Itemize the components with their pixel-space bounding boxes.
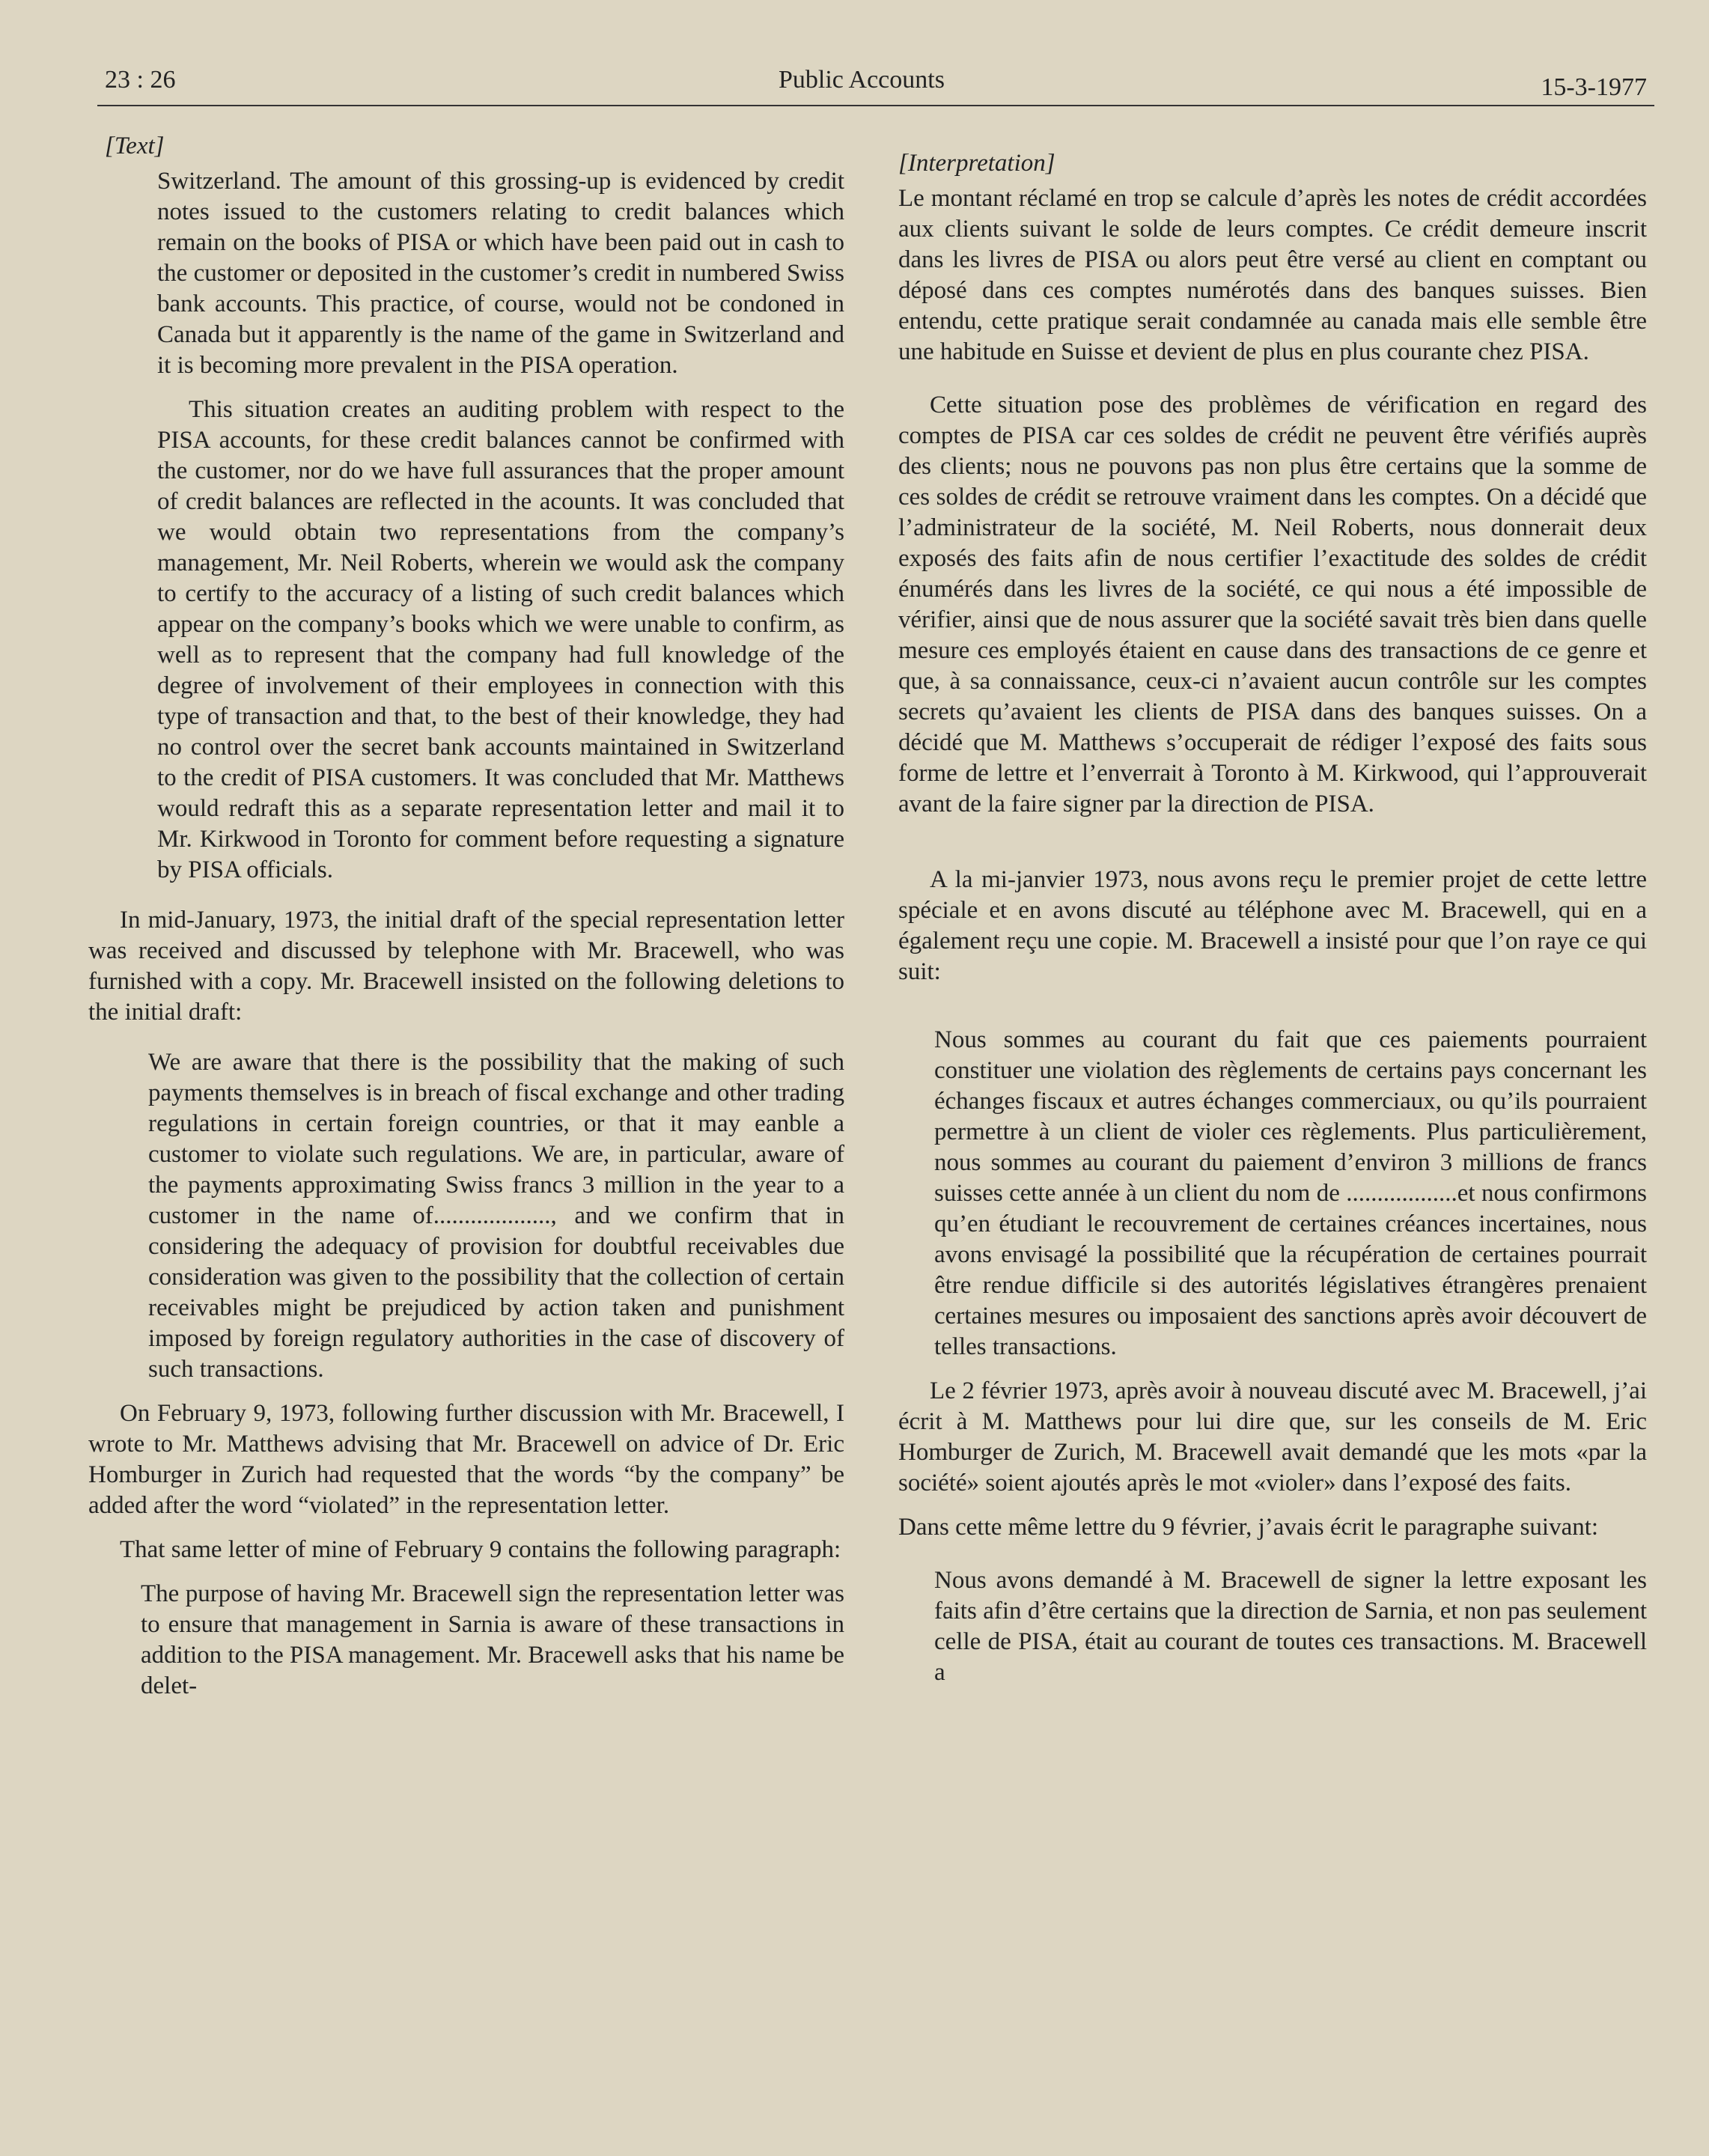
page-date: 15-3-1977 bbox=[1541, 73, 1647, 101]
english-column bbox=[88, 131, 844, 1715]
paragraph: In mid-January, 1973, the initial draft of the special representation letter was received and discussed by telephone with Mr. Bracewell, who was furnished with a copy. Mr. Bracewell insisted on the following deletions to the initial draft: bbox=[88, 907, 844, 1026]
quoted-paragraph: The purpose of having Mr. Bracewell sign the representation letter was to ensure that management in Sarnia is aware of these transactions in addition to the PISA management. Mr. Bracewell asks that his name be delet- bbox=[141, 1580, 844, 1699]
quoted-deletion: Nous sommes au courant du fait que ces paiements pourraient constituer une violation des règlements de certains pays concernant les échanges fiscaux et autres échanges commerciaux, ou qu’ils pourraient permettre à un client de violer ces règlements. Plus particulièrement, nous sommes au courant du paiement d’environ 3 millions de francs suisses cette année à un client du nom de ..................et nous confirmons qu’en étudiant le recouvrement de certaines créances incertaines, nous avons envisagé la possibilité que la récupération de certaines pourrait être rendue difficile si des autorités législatives étrangères prenaient certaines mesures ou imposaient des sanctions après avoir découvert de telles transactions. bbox=[934, 1026, 1647, 1360]
paragraph: That same letter of mine of February 9 contains the following paragraph: bbox=[120, 1536, 841, 1563]
paragraph: Le montant réclamé en trop se calcule d’après les notes de crédit accordées aux clients suivant le solde de leurs comptes. Ce crédit demeure inscrit dans les livres de PISA ou alors peut être versé au client en comptant ou déposé dans ces comptes numérotés dans des banques suisses. Bien entendu, cette pratique serait condamnée au canada mais elle semble être une habitude en Suisse et devient de plus en plus courante chez PISA. bbox=[898, 185, 1647, 365]
paragraph: A la mi-janvier 1973, nous avons reçu le premier projet de cette lettre spéciale et en avons discuté au téléphone avec M. Bracewell, qui en a également reçu une copie. M. Bracewell a insisté pour que l’on raye ce qui suit: bbox=[898, 866, 1647, 985]
page-header bbox=[105, 66, 1647, 105]
paragraph: Cette situation pose des problèmes de vérification en regard des comptes de PISA car ces soldes de crédit ne peuvent être vérifiés auprès des clients; nous ne pouvons pas non plus être certains que la somme de ces soldes de crédit se retrouve vraiment dans les comptes. On a décidé que l’administrateur de la société, M. Neil Roberts, nous donnerait deux exposés des faits afin de nous certifier l’exactitude des soldes de crédit énumérés dans les livres de la société, ce qui nous a été impossible de vérifier, ainsi que de nous assurer que la société savait très bien dans quelle mesure ces employés étaient en cause dans des transactions de ce genre et que, à sa connaissance, ceux-ci n’avaient aucun contrôle sur les comptes secrets qu’avaient les clients de PISA dans des banques suisses. On a décidé que M. Matthews s’occuperait de rédiger l’exposé des faits sous forme de lettre et l’enverrait à Toronto à M. Kirkwood, qui l’approuverait avant de la faire signer par la direction de PISA. bbox=[898, 392, 1647, 817]
paragraph: Dans cette même lettre du 9 février, j’avais écrit le paragraphe suivant: bbox=[898, 1514, 1599, 1541]
french-column bbox=[898, 148, 1647, 1702]
paragraph: This situation creates an auditing problem with respect to the PISA accounts, for these credit balances cannot be confirmed with the customer, nor do we have full assurances that the proper amount of credit balances are reflected in the acounts. It was concluded that we would obtain two representations from the company’s management, Mr. Neil Roberts, wherein we would ask the company to certify to the accuracy of a listing of such credit balances which appear on the company’s books which we were unable to confirm, as well as to represent that the company had full knowledge of the degree of involvement of their employees in connection with this type of transaction and that, to the best of their knowledge, they had no control over the secret bank accounts maintained in Switzerland to the credit of PISA customers. It was concluded that Mr. Matthews would redraft this as a separate representation letter and mail it to Mr. Kirkwood in Toronto for comment before requesting a signature by PISA officials. bbox=[157, 396, 844, 883]
column-lead-text: [Text] bbox=[105, 133, 165, 159]
header-rule bbox=[97, 105, 1654, 106]
paragraph: On February 9, 1973, following further discussion with Mr. Bracewell, I wrote to Mr. Matthews advising that Mr. Bracewell on advice of Dr. Eric Homburger in Zurich had requested that the words “by the company” be added after the word “violated” in the representation letter. bbox=[88, 1400, 844, 1519]
page-title: Public Accounts bbox=[779, 66, 945, 94]
page-number: 23 : 26 bbox=[105, 66, 176, 94]
paragraph-continuation: Switzerland. The amount of this grossing-up is evidenced by credit notes issued to the customers relating to credit balances which remain on the books of PISA or which have been paid out in cash to the customer or deposited in the customer’s credit in numbered Swiss bank accounts. This practice, of course, would not be condoned in Canada but it apparently is the name of the game in Switzerland and it is becoming more prevalent in the PISA operation. bbox=[157, 168, 844, 379]
quoted-deletion: We are aware that there is the possibility that the making of such payments themselves is in breach of fiscal exchange and other trading regulations in certain foreign countries, or that it may eanble a customer to violate such regulations. We are, in particular, aware of the payments approximating Swiss francs 3 million in the year to a customer in the name of..................., and we confirm that in considering the adequacy of provision for doubtful receivables due consideration was given to the possibility that the collection of certain receivables might be prejudiced by action taken and punishment imposed by foreign regulatory authorities in the case of discovery of such transactions. bbox=[148, 1049, 844, 1383]
quoted-paragraph: Nous avons demandé à M. Bracewell de signer la lettre exposant les faits afin d’être certains que la direction de Sarnia, et non pas seulement celle de PISA, était au courant de toutes ces transactions. M. Bracewell a bbox=[934, 1567, 1647, 1686]
paragraph: Le 2 février 1973, après avoir à nouveau discuté avec M. Bracewell, j’ai écrit à M. Matthews pour lui dire que, sur les conseils de M. Eric Homburger de Zurich, M. Bracewell avait demandé que les mots «par la société» soient ajoutés après le mot «violer» dans l’exposé des faits. bbox=[898, 1377, 1647, 1496]
column-lead-interpretation: [Interpretation] bbox=[898, 150, 1055, 177]
